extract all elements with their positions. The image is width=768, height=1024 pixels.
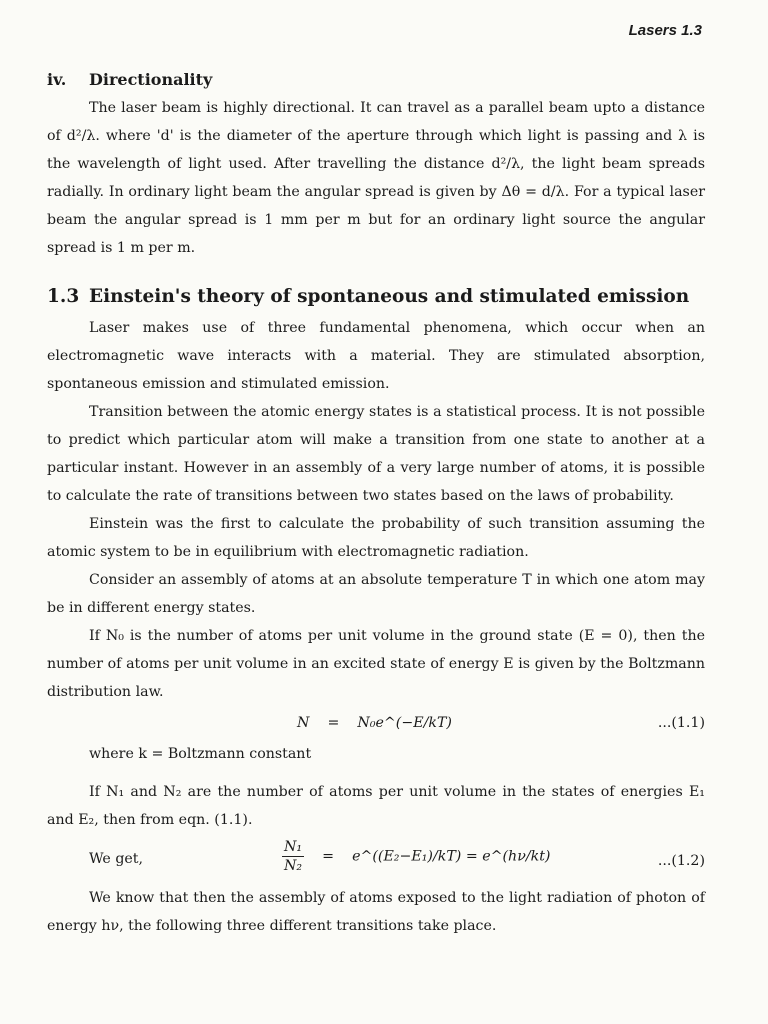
page-content (47, 66, 705, 940)
paragraph-5: If N₀ is the number of atoms per unit volume in the ground state (E = 0), then the number of atoms per unit volume in an excited state of energy E is given by the Boltzmann distribution law. (47, 628, 705, 700)
eq2-denominator: N₂ (284, 858, 303, 874)
paragraph-7: We know that then the assembly of atoms exposed to the light radiation of photon of energy hν, the following three different transitions take place. (47, 890, 705, 934)
eq2-fraction (282, 838, 304, 875)
eq1-lhs: N (297, 715, 310, 731)
eq1-tag: ...(1.1) (657, 715, 705, 731)
paragraph-4: Consider an assembly of atoms at an absolute temperature T in which one atom may be in different energy states. (47, 572, 705, 616)
paragraph-6: If N₁ and N₂ are the number of atoms per unit volume in the states of energies E₁ and E₂, then from eqn. (1.1). (47, 784, 705, 828)
equation-1-2 (47, 834, 705, 884)
directionality-paragraph: The laser beam is highly directional. It can travel as a parallel beam upto a distance of d²/λ. where 'd' is the diameter of the aperture through which light is passing and λ is the wavelength of light used. After travelling the distance d²/λ, the light beam spreads radially. In ordinary light beam the angular spread is given by Δθ = d/λ. For a typical laser beam the angular spread is 1 mm per m but for an ordinary light source the angular spread is 1 m per m. (47, 100, 705, 256)
eq1-operator: = (327, 715, 340, 731)
eq2-prefix: We get, (89, 851, 144, 867)
subsection-heading (47, 66, 705, 94)
eq2-numerator: N₁ (284, 839, 303, 855)
eq2-rhs: e^((E₂−E₁)/kT) = e^(hν/kt) (352, 848, 551, 865)
paragraph-3: Einstein was the first to calculate the probability of such transition assuming the atomic system to be in equilibrium with electromagnetic radiation. (47, 516, 705, 560)
eq1-rhs: N₀e^(−E/kT) (357, 715, 452, 731)
section-heading (47, 282, 705, 312)
paragraph-2: Transition between the atomic energy states is a statistical process. It is not possible to predict which particular atom will make a transition from one state to another at a particular instant. However in an assembly of a very large number of atoms, it is possible to calculate the rate of transitions between two states based on the laws of probability. (47, 404, 705, 504)
equation-1-1 (47, 706, 705, 740)
subsection-title: Directionality (89, 70, 213, 89)
eq2-tag: ...(1.2) (657, 853, 705, 869)
section-number: 1.3 (47, 286, 80, 307)
paragraph-1: Laser makes use of three fundamental phenomena, which occur when an electromagnetic wave interacts with a material. They are stimulated absorption, spontaneous emission and stimulated emission. (47, 320, 705, 392)
eq2-operator: = (322, 848, 335, 865)
where-line: where k = Boltzmann constant (89, 746, 312, 762)
subsection-number: iv. (47, 70, 67, 89)
running-header: Lasers 1.3 (628, 22, 702, 39)
section-title: Einstein's theory of spontaneous and stimulated emission (89, 286, 690, 307)
